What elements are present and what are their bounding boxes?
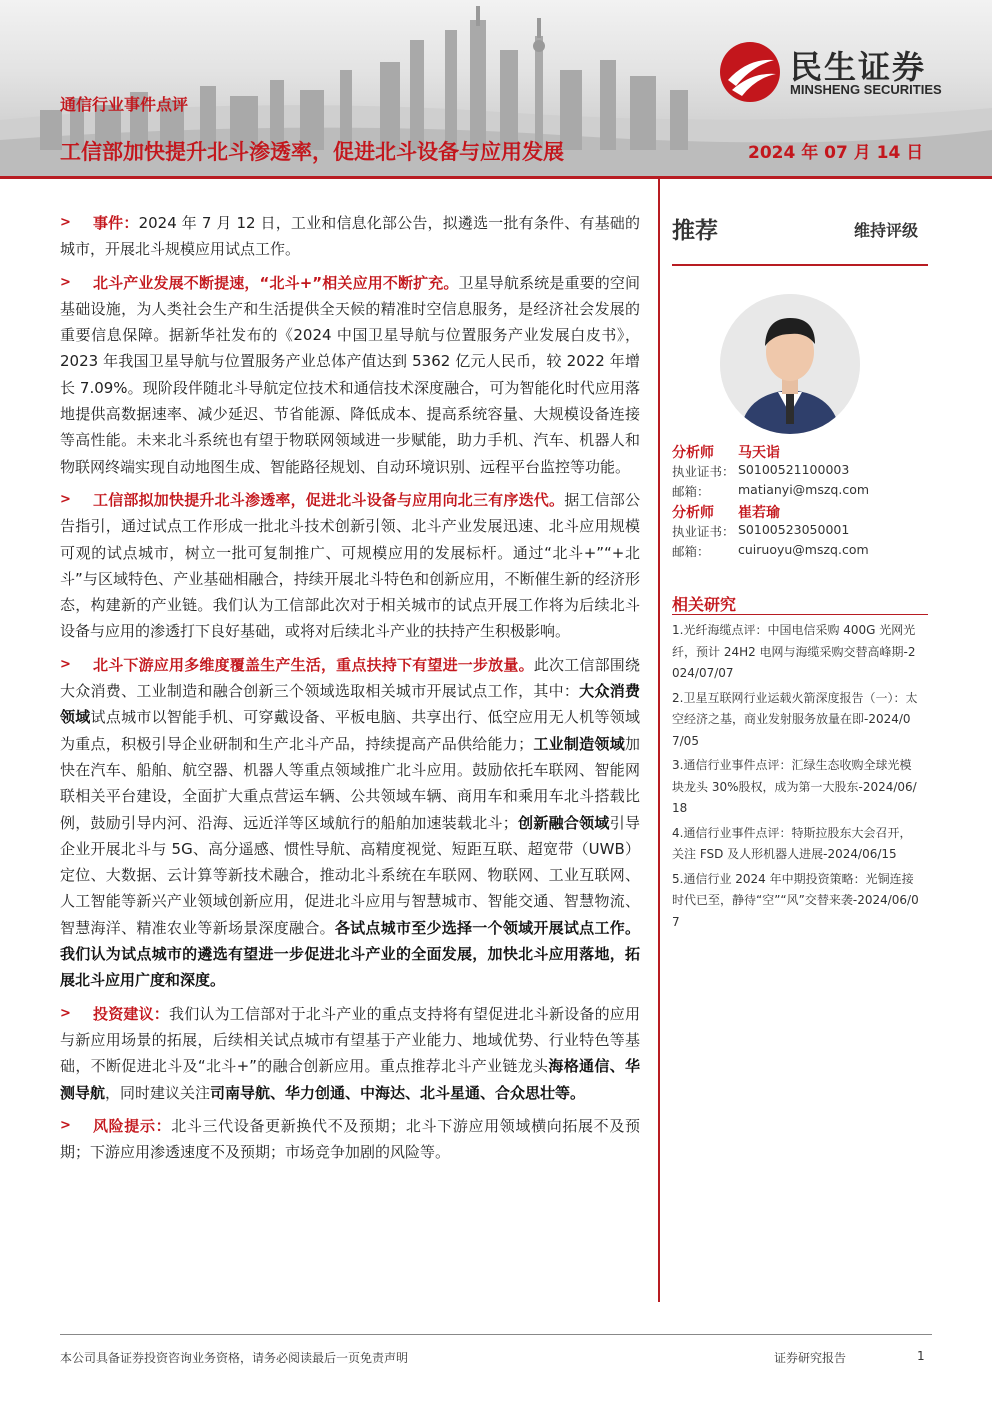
paragraph-downstream bbox=[60, 652, 640, 994]
analyst-2-email-row bbox=[672, 542, 928, 562]
rating-label: 推荐 bbox=[672, 218, 718, 244]
footer-rule bbox=[60, 1334, 932, 1335]
paragraph-text: 引导企业开展北斗与 5G、高分遥感、惯性导航、高精度视觉、短距互联、超宽带（UWB）定位、大数据、云计算等新技术融合，推动北斗系统在车联网、物联网、工业互联网、人工智能等新兴产业领域创新应用，促进北斗应用与智慧城市、智能交通、智慧物流、智慧海洋、精准农业等新场景深度融合。 bbox=[60, 813, 640, 937]
paragraph-lead: 事件： bbox=[93, 214, 139, 232]
research-item[interactable]: 2.卫星互联网行业运载火箭深度报告（一）：太空经济之基，商业发射服务放量在即-2024/07/05 bbox=[672, 690, 918, 748]
logo-cn-text: 民生证券 bbox=[790, 48, 927, 86]
cert-number: S0100521100003 bbox=[738, 462, 850, 477]
analyst-1-email-row bbox=[672, 482, 928, 502]
cert-label: 执业证书： bbox=[672, 524, 735, 539]
research-item[interactable]: 3.通信行业事件点评：汇绿生态收购全球光模块龙头 30%股权，成为第一大股东-2024/06/18 bbox=[672, 758, 917, 815]
analyst-name: 马天诣 bbox=[738, 445, 780, 461]
bullet-arrow-icon: > bbox=[60, 1005, 71, 1021]
emphasis-text: 司南导航、华力创通、中海达、北斗星通、合众思壮等。 bbox=[210, 1083, 586, 1102]
analyst-photo bbox=[720, 294, 860, 434]
analyst-1-cert-row bbox=[672, 462, 928, 482]
main-content bbox=[60, 210, 640, 1172]
paragraph-lead: 北斗产业发展不断提速，“北斗+”相关应用不断扩充。 bbox=[93, 273, 459, 292]
paragraph-text: 此次工信部围绕大众消费、工业制造和融合创新三个领域选取相关城市开展试点工作，其中： bbox=[60, 655, 640, 701]
emphasis-text: 大众消费领域 bbox=[60, 682, 640, 727]
paragraph-text: 我们认为工信部对于北斗产业的重点支持将有望促进北斗新设备的应用与新应用场景的拓展，后续相关试点城市有望基于产业能力、地域优势、行业特色等基础，不断促进北斗及“北斗+”的融合创新应用。重点推荐北斗产业链龙头 bbox=[60, 1004, 640, 1076]
report-title: 工信部加快提升北斗渗透率，促进北斗设备与应用发展 bbox=[60, 140, 564, 164]
cert-number: S0100523050001 bbox=[738, 522, 850, 537]
paragraph-event bbox=[60, 210, 640, 263]
paragraph-lead: 工信部拟加快提升北斗渗透率，促进北斗设备与应用向北三有序迭代。 bbox=[93, 490, 565, 509]
related-research-list bbox=[672, 620, 922, 936]
paragraph-industry bbox=[60, 270, 640, 480]
paragraph-text: 加快在汽车、船舶、航空器、机器人等重点领域推广北斗应用。鼓励依托车联网、智能网联相关平台建设，全面扩大重点营运车辆、公共领域车辆、商用车和乘用车北斗搭载比例，鼓励引导内河、沿海、远近洋等区域航行的船舶加速装载北斗； bbox=[60, 734, 640, 832]
bullet-arrow-icon: > bbox=[60, 215, 71, 230]
column-divider bbox=[658, 178, 660, 1302]
analyst-1-name-row bbox=[672, 442, 928, 462]
report-category: 通信行业事件点评 bbox=[60, 95, 189, 114]
emphasis-text: 各试点城市至少选择一个领域开展试点工作。我们认为试点城市的遴选有望进一步促进北斗产业的全面发展，加快北斗应用落地，拓展北斗应用广度和深度。 bbox=[60, 918, 640, 990]
footer-disclaimer: 本公司具备证券投资咨询业务资格，请务必阅读最后一页免责声明 bbox=[60, 1351, 409, 1365]
bullet-arrow-icon: > bbox=[60, 274, 71, 290]
paragraph-investment bbox=[60, 1001, 640, 1106]
minsheng-logo bbox=[718, 40, 968, 104]
rating-status: 维持评级 bbox=[853, 221, 918, 240]
research-item[interactable]: 1.光纤海缆点评：中国电信采购 400G 光网光纤，预计 24H2 电网与海缆采购交替高峰期-2024/07/07 bbox=[672, 623, 916, 680]
paragraph-text: 据工信部公告指引，通过试点工作形成一批北斗技术创新引领、北斗产业发展迅速、北斗应用规模可观的试点城市，树立一批可复制推广、可规模应用的发展标杆。通过“北斗+”“+北斗”与区域特色、产业基础相融合，持续开展北斗特色和创新应用，不断催生新的经济形态，构建新的产业链。我们认为工信部此次对于相关城市的试点开展工作将为后续北斗设备与应用的渗透打下良好基础，或将对后续北斗产业的扶持产生积极影响。 bbox=[60, 490, 640, 641]
analyst-info bbox=[672, 442, 928, 562]
paragraph-text: 北斗三代设备更新换代不及预期；北斗下游应用领域横向拓展不及预期；下游应用渗透速度不及预期；市场竞争加剧的风险等。 bbox=[60, 1116, 640, 1162]
rating-rule bbox=[672, 264, 928, 266]
paragraph-risk bbox=[60, 1113, 640, 1166]
research-item[interactable]: 5.通信行业 2024 年中期投资策略：光铜连接时代已至，静待“空”“风”交替来袭-2024/06/07 bbox=[672, 871, 919, 929]
cert-label: 执业证书： bbox=[672, 464, 735, 479]
banner-rule bbox=[0, 176, 992, 179]
analyst-2-name-row bbox=[672, 502, 928, 522]
paragraph-lead: 北斗下游应用多维度覆盖生产生活，重点扶持下有望进一步放量。 bbox=[93, 655, 534, 674]
analyst-avatar bbox=[720, 294, 860, 434]
minsheng-logo-icon bbox=[718, 40, 782, 104]
report-date: 2024 年 07 月 14 日 bbox=[748, 143, 924, 163]
email-link[interactable]: cuiruoyu@mszq.com bbox=[738, 542, 869, 557]
analyst-name: 崔若瑜 bbox=[738, 505, 780, 521]
paragraph-lead: 投资建议： bbox=[93, 1004, 169, 1023]
logo-en-text: MINSHENG SECURITIES bbox=[790, 82, 942, 97]
bullet-arrow-icon: > bbox=[60, 1117, 71, 1133]
analyst-role: 分析师 bbox=[672, 505, 714, 521]
related-research-rule bbox=[672, 614, 928, 615]
email-label: 邮箱： bbox=[672, 544, 710, 559]
analyst-2-cert-row bbox=[672, 522, 928, 542]
page-number: 1 bbox=[917, 1349, 925, 1363]
related-research-title: 相关研究 bbox=[672, 595, 737, 614]
email-label: 邮箱： bbox=[672, 484, 710, 499]
footer-report-type: 证券研究报告 bbox=[774, 1351, 847, 1365]
paragraph-lead: 风险提示： bbox=[93, 1116, 172, 1135]
emphasis-text: 海格通信、华测导航 bbox=[60, 1057, 640, 1102]
paragraph-text: 2024 年 7 月 12 日，工业和信息化部公告，拟遴选一批有条件、有基础的城市，开展北斗规模应用试点工作。 bbox=[60, 214, 640, 259]
rating-row bbox=[672, 206, 928, 246]
analyst-role: 分析师 bbox=[672, 445, 714, 461]
email-link[interactable]: matianyi@mszq.com bbox=[738, 482, 870, 497]
sidebar bbox=[672, 206, 928, 929]
paragraph-text: 试点城市以智能手机、可穿戴设备、平板电脑、共享出行、低空应用无人机等领域为重点，积极引导企业研制和生产北斗产品，持续提高产品供给能力； bbox=[60, 708, 640, 753]
bullet-arrow-icon: > bbox=[60, 491, 71, 507]
emphasis-text: 工业制造领域 bbox=[533, 734, 625, 753]
paragraph-text: 卫星导航系统是重要的空间基础设施，为人类社会生产和生活提供全天候的精准时空信息服务，是经济社会发展的重要信息保障。据新华社发布的《2024 中国卫星导航与位置服务产业发展白皮书》，2023 年我国卫星导航与位置服务产业总体产值达到 5362 亿元人民币，较 2022 年增长 7.09%。现阶段伴随北斗导航定位技术和通信技术深度融合，可为智能化时代应用落地提供高数据速率、减少延迟、节省能源、降低成本、提高系统容量、大规模设备连接等高性能。未来北斗系统也有望于物联网领域进一步赋能，助力手机、汽车、机器人和物联网终端实现自动地图生成、智能路径规划、自动环境识别、远程平台监控等功能。 bbox=[60, 273, 640, 476]
research-item[interactable]: 4.通信行业事件点评：特斯拉股东大会召开，关注 FSD 及人形机器人进展-2024/06/15 bbox=[672, 825, 912, 861]
paragraph-miit bbox=[60, 487, 640, 645]
bullet-arrow-icon: > bbox=[60, 656, 71, 672]
emphasis-text: 创新融合领域 bbox=[517, 813, 610, 832]
paragraph-text: ，同时建议关注 bbox=[105, 1083, 211, 1102]
